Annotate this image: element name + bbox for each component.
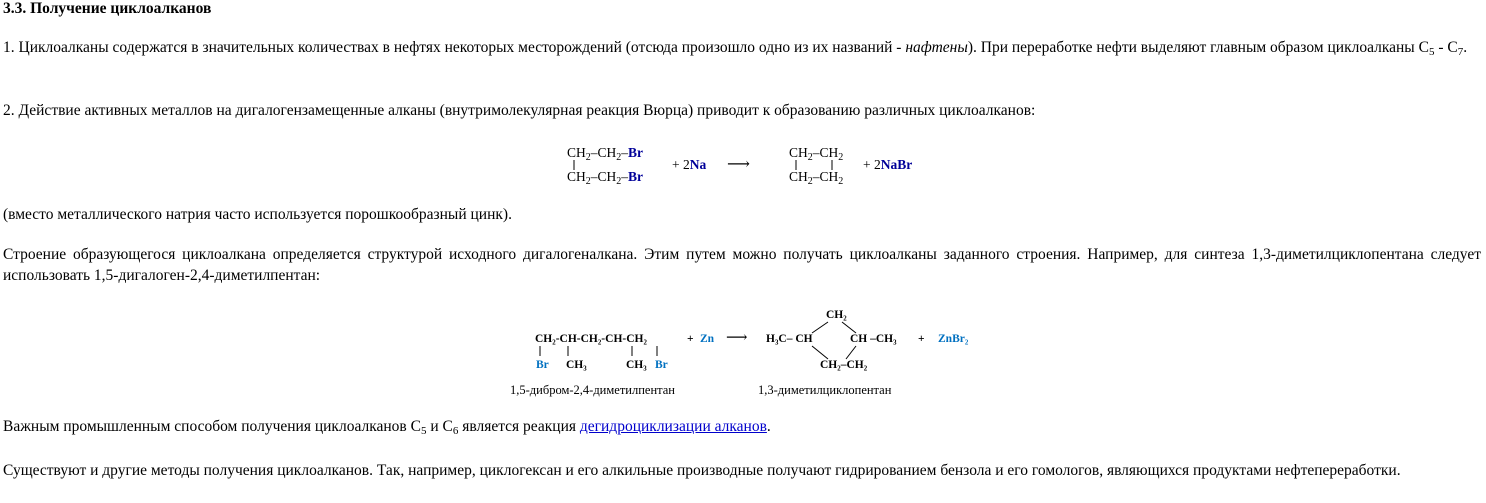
paragraph-4: Строение образующегося циклоалкана определяется структурой исходного дигалогеналкана. Этим путем можно получать циклоалканы заданного строения. Например, для синтеза 1,3-диметилциклопентана следует использовать 1,5-дигалоген-2,4-диметилпентан: (3, 246, 1481, 284)
p1-dash: - C (1434, 39, 1458, 56)
r1-plus-nabr: + 2NaBr (863, 157, 913, 172)
p1-text-a: 1. Циклоалканы содержатся в значительных количествах в нефтях некоторых месторождений (отсюда произошло одно из их названий - (3, 39, 906, 56)
r2-ring-top: CH₂ (826, 309, 847, 321)
r2-znbr2: ZnBr₂ (938, 333, 969, 345)
dehydrocyclization-link[interactable]: дегидроциклизации алканов (579, 418, 767, 435)
p5-sub-5: 5 (420, 425, 427, 437)
p1-text-b: ). При переработке нефти выделяют главным образом циклоалканы C (967, 39, 1429, 56)
r2-ring-bottom: CH₂–CH₂ (820, 359, 868, 371)
p1-sub-5: 5 (1428, 46, 1435, 58)
paragraph-3: (вместо металлического натрия часто используется порошкообразный цинк). (3, 206, 512, 223)
r2-ring-bond-2 (842, 322, 856, 333)
r2-plus-1: + (687, 333, 694, 345)
r2-chain: CH₂-CH-CH₂-CH-CH₂ (535, 333, 647, 345)
p5-text-a: Важным промышленным способом получения циклоалканов C (3, 418, 421, 435)
r1-plus-na: + 2Na (672, 157, 707, 172)
r2-ch3-left: CH₃ (566, 359, 587, 371)
heading-text: 3.3. Получение циклоалканов (3, 0, 212, 17)
p5-sub-6: 6 (452, 425, 459, 437)
r2-ring-bond-3 (812, 346, 828, 359)
p5-mid: и C (426, 418, 453, 435)
r1-arrow: ⟶ (727, 156, 750, 173)
p5-end: . (766, 418, 771, 435)
r2-zn: Zn (700, 333, 715, 345)
reaction-2-diagram (535, 309, 969, 371)
r2-br-right: Br (655, 359, 668, 371)
r1-reactant-bottom: $CH_2-CH_2-Br$ (567, 169, 644, 187)
r2-label-left: 1,5-дибром-2,4-диметилпентан (510, 383, 675, 397)
r2-label-right: 1,3-диметилциклопентан (758, 383, 892, 397)
r1-reactant-top: $CH_2-CH_2-Br$ (567, 145, 644, 163)
paragraph-6: Существуют и другие методы получения циклоалканов. Так, например, циклогексан и его алкильные производные получают гидрированием бензола и его гомологов, являющихся продуктами нефтепереработки. (3, 462, 1401, 479)
r2-ring-bond-1 (812, 322, 828, 333)
p5-text-b: является реакция (458, 418, 580, 435)
r2-br-left: Br (536, 359, 549, 371)
r1-product-top: $CH_2-CH_2$ (789, 145, 844, 163)
r2-ch3-right: CH₃ (626, 359, 647, 371)
p1-end: . (1463, 39, 1468, 56)
p1-sub-7: 7 (1457, 46, 1464, 58)
p1-italic-term: нафтены (905, 39, 968, 56)
r2-ring-right: CH –CH₃ (850, 333, 897, 345)
paragraph-2: 2. Действие активных металлов на дигалогензамещенные алканы (внутримолекулярная реакция Вюрца) приводит к образованию различных циклоалканов: (3, 102, 1036, 119)
r2-ring-bond-4 (846, 346, 856, 359)
r2-ring-left: H₃C– CH (766, 333, 813, 345)
r2-arrow: ⟶ (726, 330, 748, 346)
r1-product-bottom: $CH_2-CH_2$ (789, 169, 844, 187)
r2-plus-2: + (918, 333, 925, 345)
